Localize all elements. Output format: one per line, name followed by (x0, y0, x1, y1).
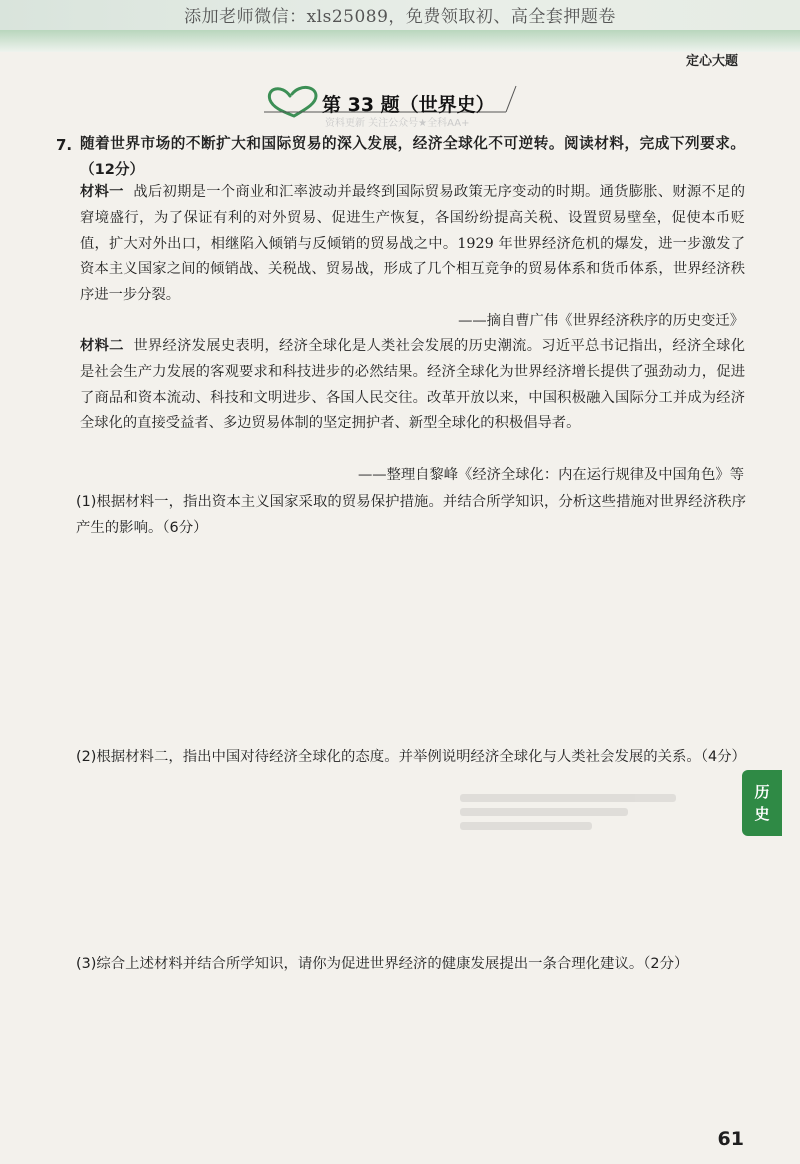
material-two (80, 334, 745, 437)
page-number: 61 (717, 1128, 744, 1150)
history-side-tab (742, 770, 782, 836)
header-band (0, 30, 800, 52)
question-stem: 随着世界市场的不断扩大和国际贸易的深入发展，经济全球化不可逆转。阅读材料，完成下列要求。（12分） (80, 135, 745, 178)
material-one-label: 材料一 (80, 184, 124, 200)
material-one-source: ——摘自曹广伟《世界经济秩序的历史变迁》 (458, 313, 744, 329)
material-two-label: 材料二 (80, 338, 124, 354)
section-label: 定心大题 (685, 54, 738, 69)
sub-question-2: (2)根据材料二，指出中国对待经济全球化的态度。并举例说明经济全球化与人类社会发展的关系。（4分） (76, 749, 746, 765)
watermark-text: 添加老师微信：xls25089，免费领取初、高全套押题卷 (184, 7, 616, 27)
side-tab-char-1: 历 (754, 783, 770, 801)
side-tab-char-2: 史 (754, 805, 770, 823)
material-two-source: ——整理自黎峰《经济全球化：内在运行规律及中国角色》等 (357, 467, 744, 483)
bleed-through (460, 788, 700, 838)
sub-question-1: (1)根据材料一，指出资本主义国家采取的贸易保护措施。并结合所学知识，分析这些措施对世界经济秩序产生的影响。（6分） (76, 494, 746, 536)
material-one-text: 战后初期是一个商业和汇率波动并最终到国际贸易政策无序变动的时期。通货膨胀、财源不足的窘境盛行，为了保证有利的对外贸易、促进生产恢复，各国纷纷提高关税、设置贸易壁垒，促使本币贬值，扩大对外出口，相继陷入倾销与反倾销的贸易战之中。1929 年世界经济危机的爆发，进一步激发了资本主义国家之间的倾销战、关税战、贸易战，形成了几个相互竞争的贸易体系和货币体系，世界经济秩序进一步分裂。 (80, 184, 746, 304)
faint-subtitle: 资料更新 关注公众号★全科AA+ (325, 118, 470, 129)
title-text: 第 33 题（世界史） (322, 94, 495, 116)
material-two-text: 世界经济发展史表明，经济全球化是人类社会发展的历史潮流。习近平总书记指出，经济全球化是社会生产力发展的客观要求和科技进步的必然结果。经济全球化为世界经济增长提供了强劲动力，促进了商品和资本流动、科技和文明进步、各国人民交往。改革开放以来，中国积极融入国际分工并成为经济全球化的直接受益者、多边贸易体制的坚定拥护者、新型全球化的积极倡导者。 (80, 338, 746, 432)
question-number: 7. (56, 136, 73, 154)
material-one (80, 180, 745, 309)
sub-question-3: (3)综合上述材料并结合所学知识，请你为促进世界经济的健康发展提出一条合理化建议。（2分） (76, 956, 689, 972)
